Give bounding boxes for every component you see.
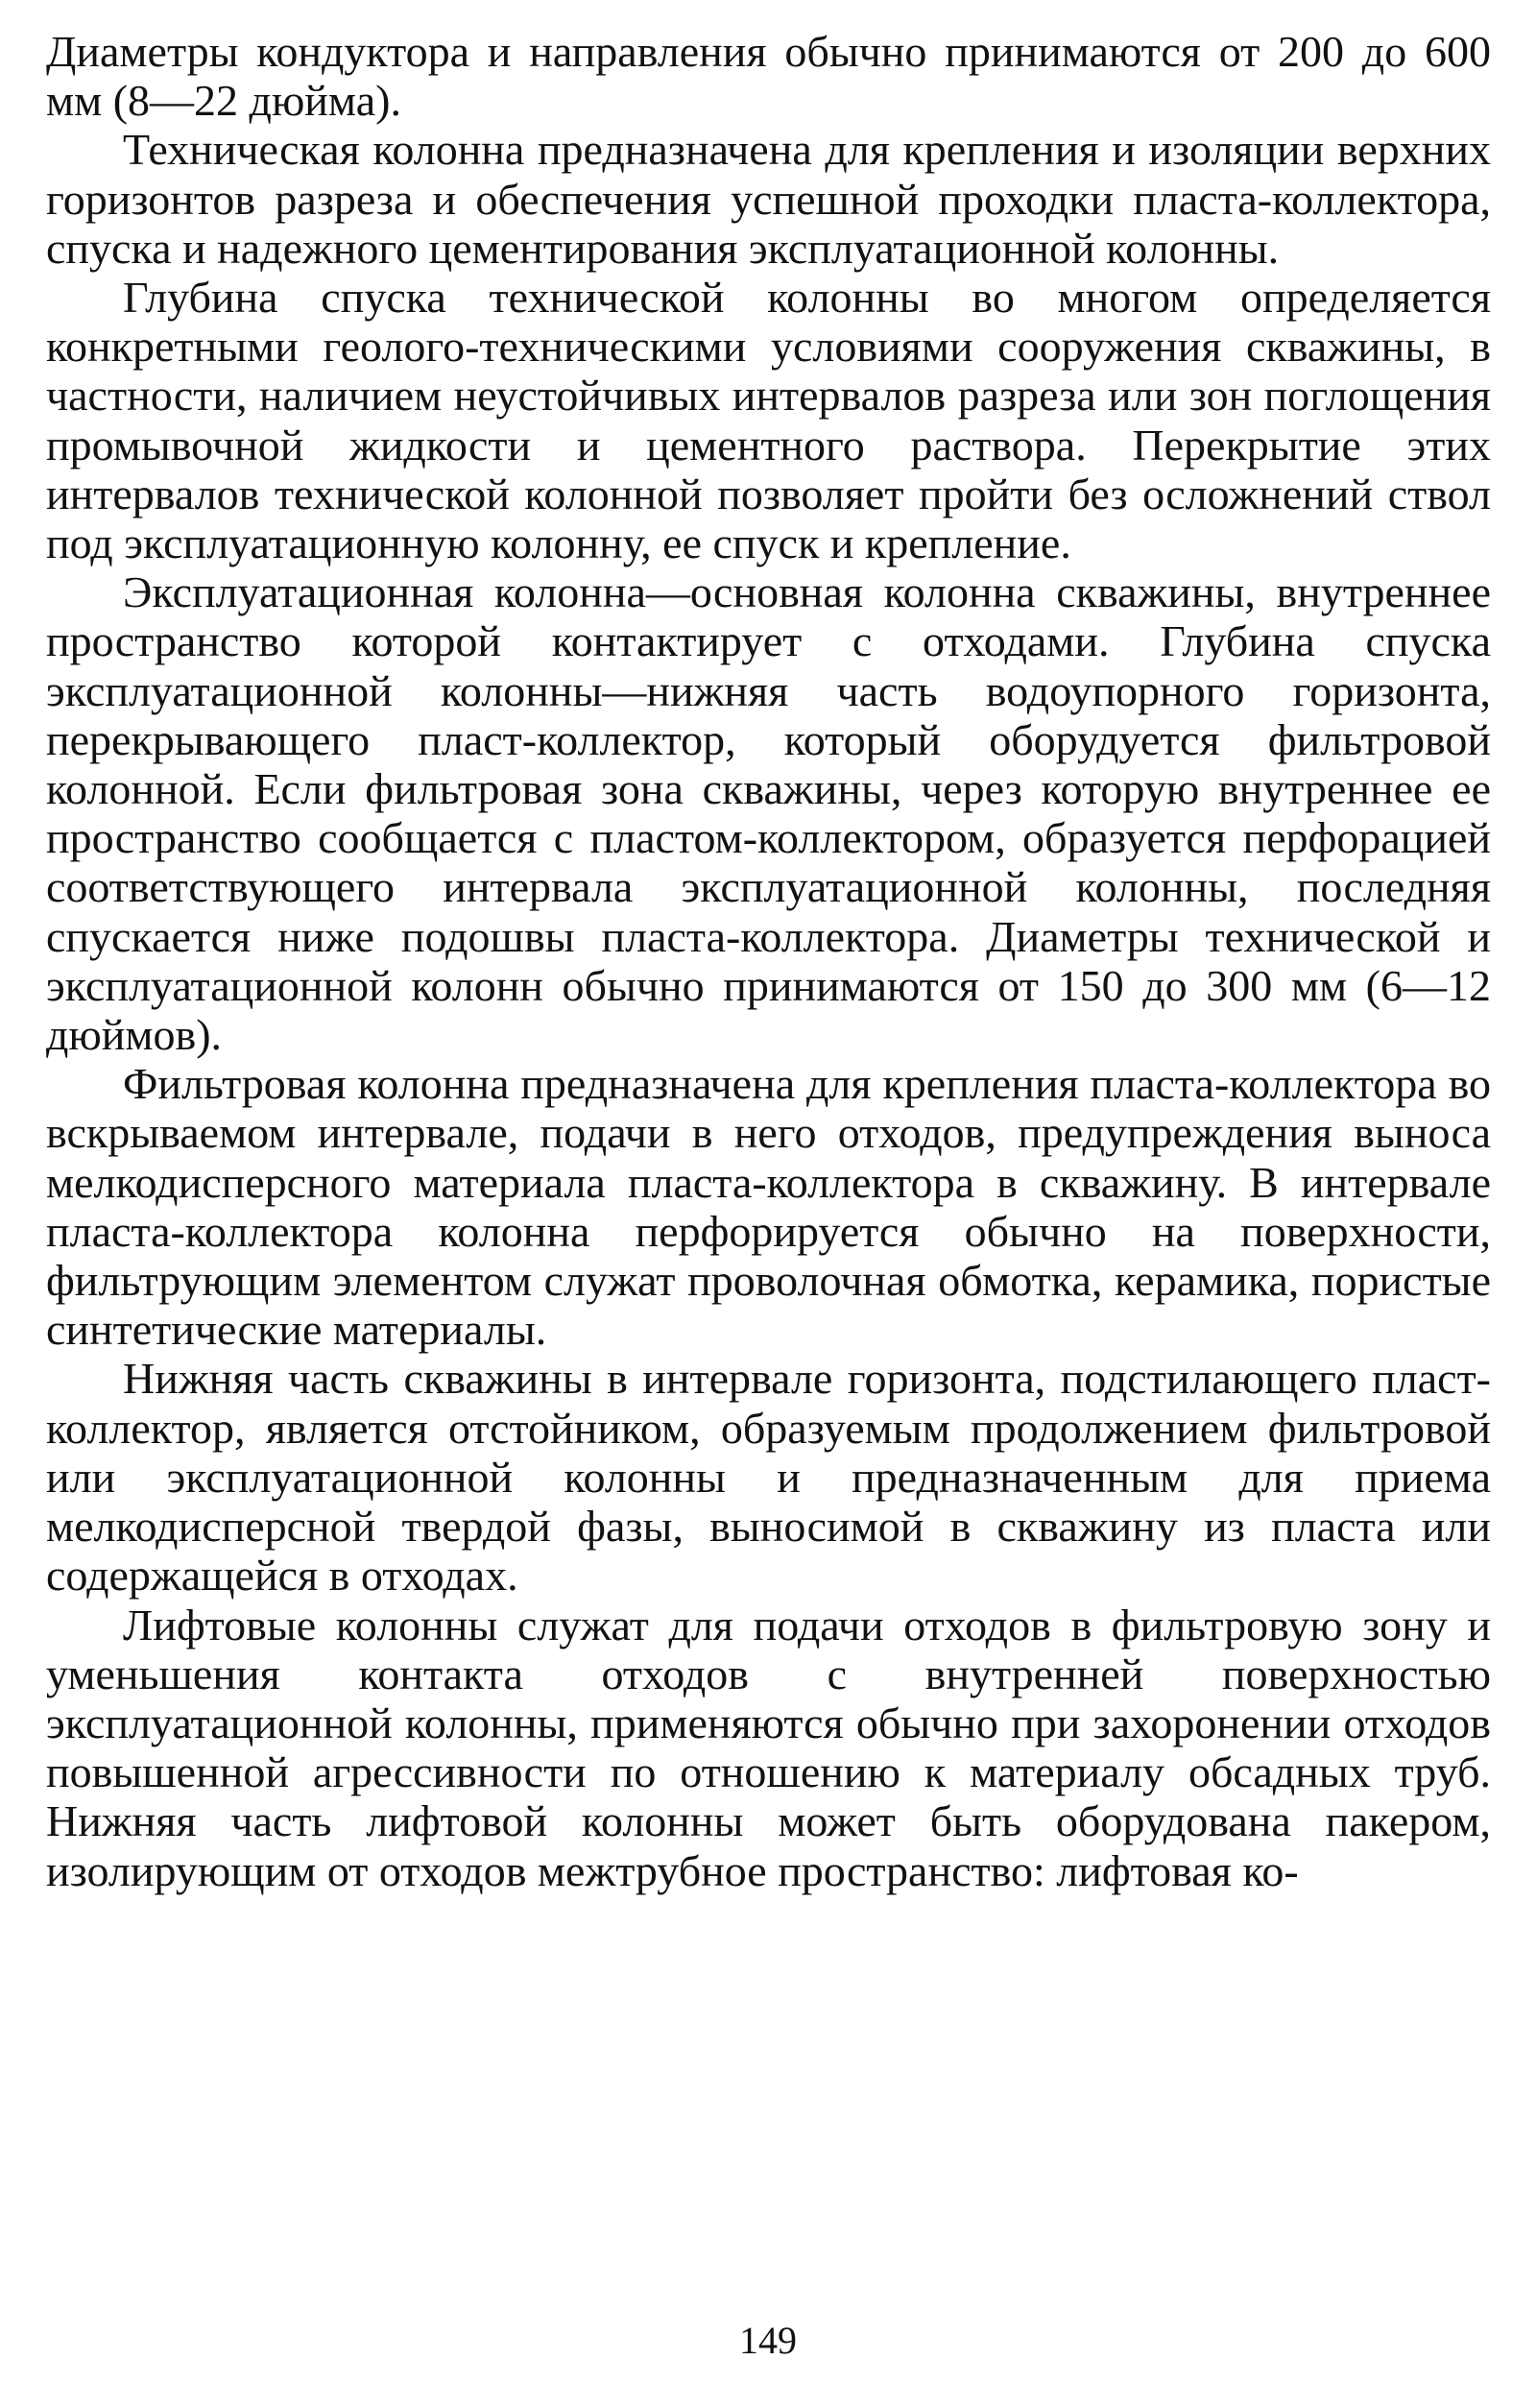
paragraph-conductor-diameters: Диаметры кондуктора и направления обычно принимаются от 200 до 600 мм (8—22 дюйма). bbox=[46, 27, 1491, 126]
paragraph-sump: Нижняя часть скважины в интервале горизонта, подстилающего пласт-коллектор, является отстойником, образуемым продолжением фильтровой или эксплуатационной колонны и предназначенным для приема мелкодисперсной твердой фазы, выносимой в скважину из пласта или содержащейся в отходах. bbox=[46, 1354, 1491, 1601]
paragraph-filter-casing: Фильтровая колонна предназначена для крепления пласта-коллектора во вскрываемом интервале, подачи в него отходов, предупреждения выноса мелкодисперсного материала пласта-коллектора в скважину. В интервале пласта-коллектора колонна перфорируется обычно на поверхности, фильтрующим элементом служат проволочная обмотка, керамика, пористые синтетические материалы. bbox=[46, 1059, 1491, 1355]
paragraph-production-casing: Эксплуатационная колонна—основная колонна скважины, внутреннее пространство которой контактирует с отходами. Глубина спуска эксплуатационной колонны—нижняя часть водоупорного горизонта, перекрывающего пласт-коллектор, который оборудуется фильтровой колонной. Если фильтровая зона скважины, через которую внутреннее ее пространство сообщается с пластом-коллектором, образуется перфорацией соответствующего интервала эксплуатационной колонны, последняя спускается ниже подошвы пласта-коллектора. Диаметры технической и эксплуатационной колонн обычно принимаются от 150 до 300 мм (6—12 дюймов). bbox=[46, 567, 1491, 1060]
paragraph-lift-columns: Лифтовые колонны служат для подачи отходов в фильтровую зону и уменьшения контакта отходов с внутренней поверхностью эксплуатационной колонны, применяются обычно при захоронении отходов повышенной агрессивности по отношению к материалу обсадных труб. Нижняя часть лифтовой колонны может быть оборудована пакером, изолирующим от отходов межтрубное пространство: лифтовая ко- bbox=[46, 1600, 1491, 1895]
page-number: 149 bbox=[739, 2319, 797, 2362]
paragraph-technical-casing: Техническая колонна предназначена для крепления и изоляции верхних горизонтов разреза и обеспечения успешной проходки пласта-коллектора, спуска и надежного цементирования эксплуатационной колонны. bbox=[46, 125, 1491, 273]
paragraph-technical-casing-depth: Глубина спуска технической колонны во многом определяется конкретными геолого-техническими условиями сооружения скважины, в частности, наличием неустойчивых интервалов разреза или зон поглощения промывочной жидкости и цементного раствора. Перекрытие этих интервалов технической колонной позволяет пройти без осложнений ствол под эксплуатационную колонну, ее спуск и крепление. bbox=[46, 273, 1491, 568]
page-body bbox=[46, 27, 1491, 1895]
